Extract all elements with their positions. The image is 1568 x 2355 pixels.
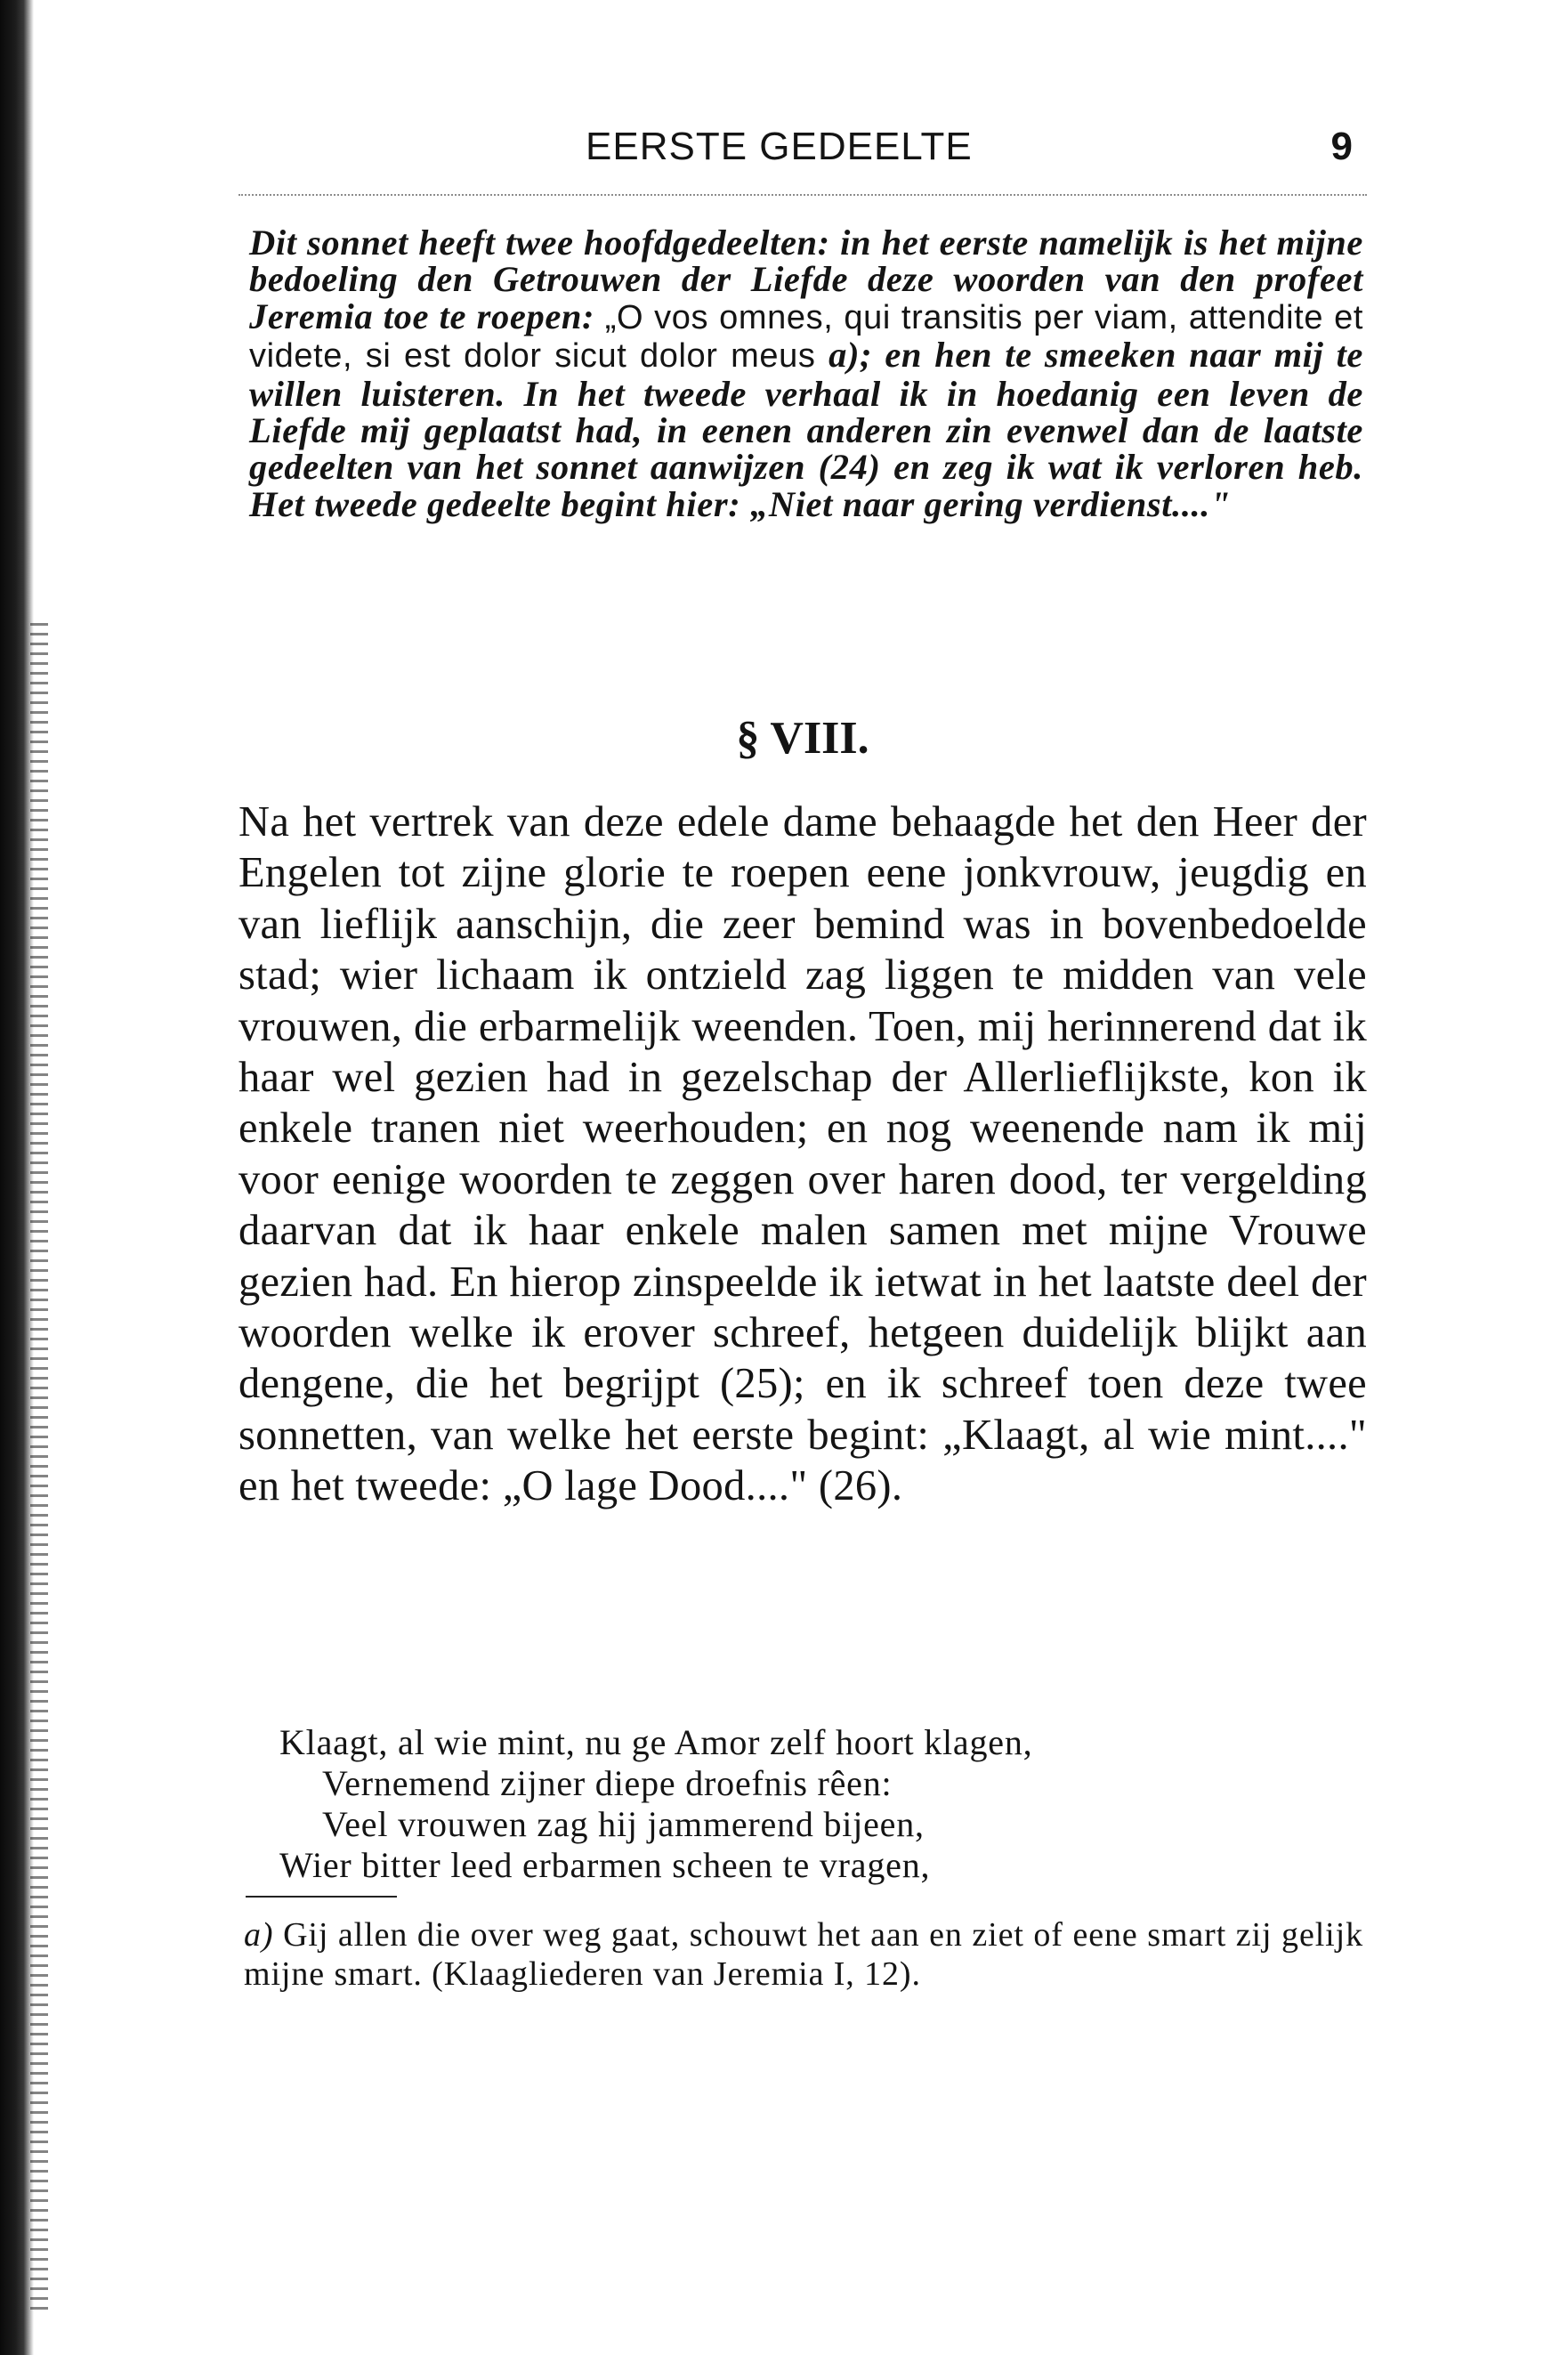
footnote	[244, 1915, 1363, 1994]
running-title: EERSTE GEDEELTE	[586, 125, 973, 168]
body-paragraph: Na het vertrek van deze edele dame behaagde het den Heer der Engelen tot zijne glorie te roepen eene jonkvrouw, jeugdig en van lieflijk aanschijn, die zeer bemind was in bovenbedoelde stad; wier lichaam ik ontzield zag liggen te midden van vele vrouwen, die erbarmelijk weenden. Toen, mij herinnerend dat ik haar wel gezien had in gezelschap der Allerlieflijkste, kon ik enkele tranen niet weerhouden; en nog weenende nam ik mij voor eenige woorden te zeggen over haren dood, ter vergelding daarvan dat ik haar enkele malen samen met mijne Vrouwe gezien had. En hierop zinspeelde ik ietwat in het laatste deel der woorden welke ik erover schreef, hetgeen duidelijk blijkt aan dengene, die het begrijpt (25); en ik schreef toen deze twee sonnetten, van welke het eerste begint: „Klaagt, al wie mint...." en het tweede: „O lage Dood...." (26).	[238, 798, 1367, 1510]
footnote-rule	[246, 1896, 397, 1898]
latin-quote: „O vos omnes, qui transitis per viam, attendite et videte, si est dolor sicut dolor meus	[249, 298, 1363, 376]
commentary-part-2: ; en hen te smeeken naar mij te willen luisteren. In het tweede verhaal ik in hoedanig een leven de Liefde mij geplaatst had, in eenen anderen zin evenwel dan de laatste gedeelten van het sonnet aanwijzen (24) en zeg ik wat ik verloren heb. Het tweede gedeelte begint hier: „Niet naar gering verdienst...."	[249, 335, 1363, 524]
page-number: 9	[1330, 125, 1353, 168]
commentary-paragraph	[249, 224, 1363, 522]
binding-shadow	[30, 623, 48, 2314]
poem-line: Veel vrouwen zag hij jammerend bijeen,	[322, 1804, 925, 1844]
poem-line: Klaagt, al wie mint, nu ge Amor zelf hoort klagen,	[279, 1722, 1033, 1762]
footnote-marker: a)	[244, 1916, 274, 1954]
footnote-text: Gij allen die over weg gaat, schouwt het aan en ziet of eene smart zij gelijk mijne smart. (Klaagliederen van Jeremia I, 12).	[244, 1916, 1363, 1993]
page-header	[238, 125, 1367, 178]
section-heading: § VIII.	[736, 713, 869, 764]
header-rule	[238, 194, 1367, 196]
commentary-part-1: Dit sonnet heeft twee hoofdgedeelten: in het eerste namelijk is het mijne bedoeling den Getrouwen der Liefde deze woorden van den profeet Jeremia toe te roepen:	[249, 223, 1363, 336]
footnote-reference[interactable]: a)	[828, 335, 861, 376]
poem-line: Vernemend zijner diepe droefnis rêen:	[322, 1763, 893, 1803]
poem-stanza	[279, 1722, 1365, 1886]
book-binding-edge	[0, 0, 34, 2355]
poem-line: Wier bitter leed erbarmen scheen te vragen,	[279, 1845, 931, 1885]
